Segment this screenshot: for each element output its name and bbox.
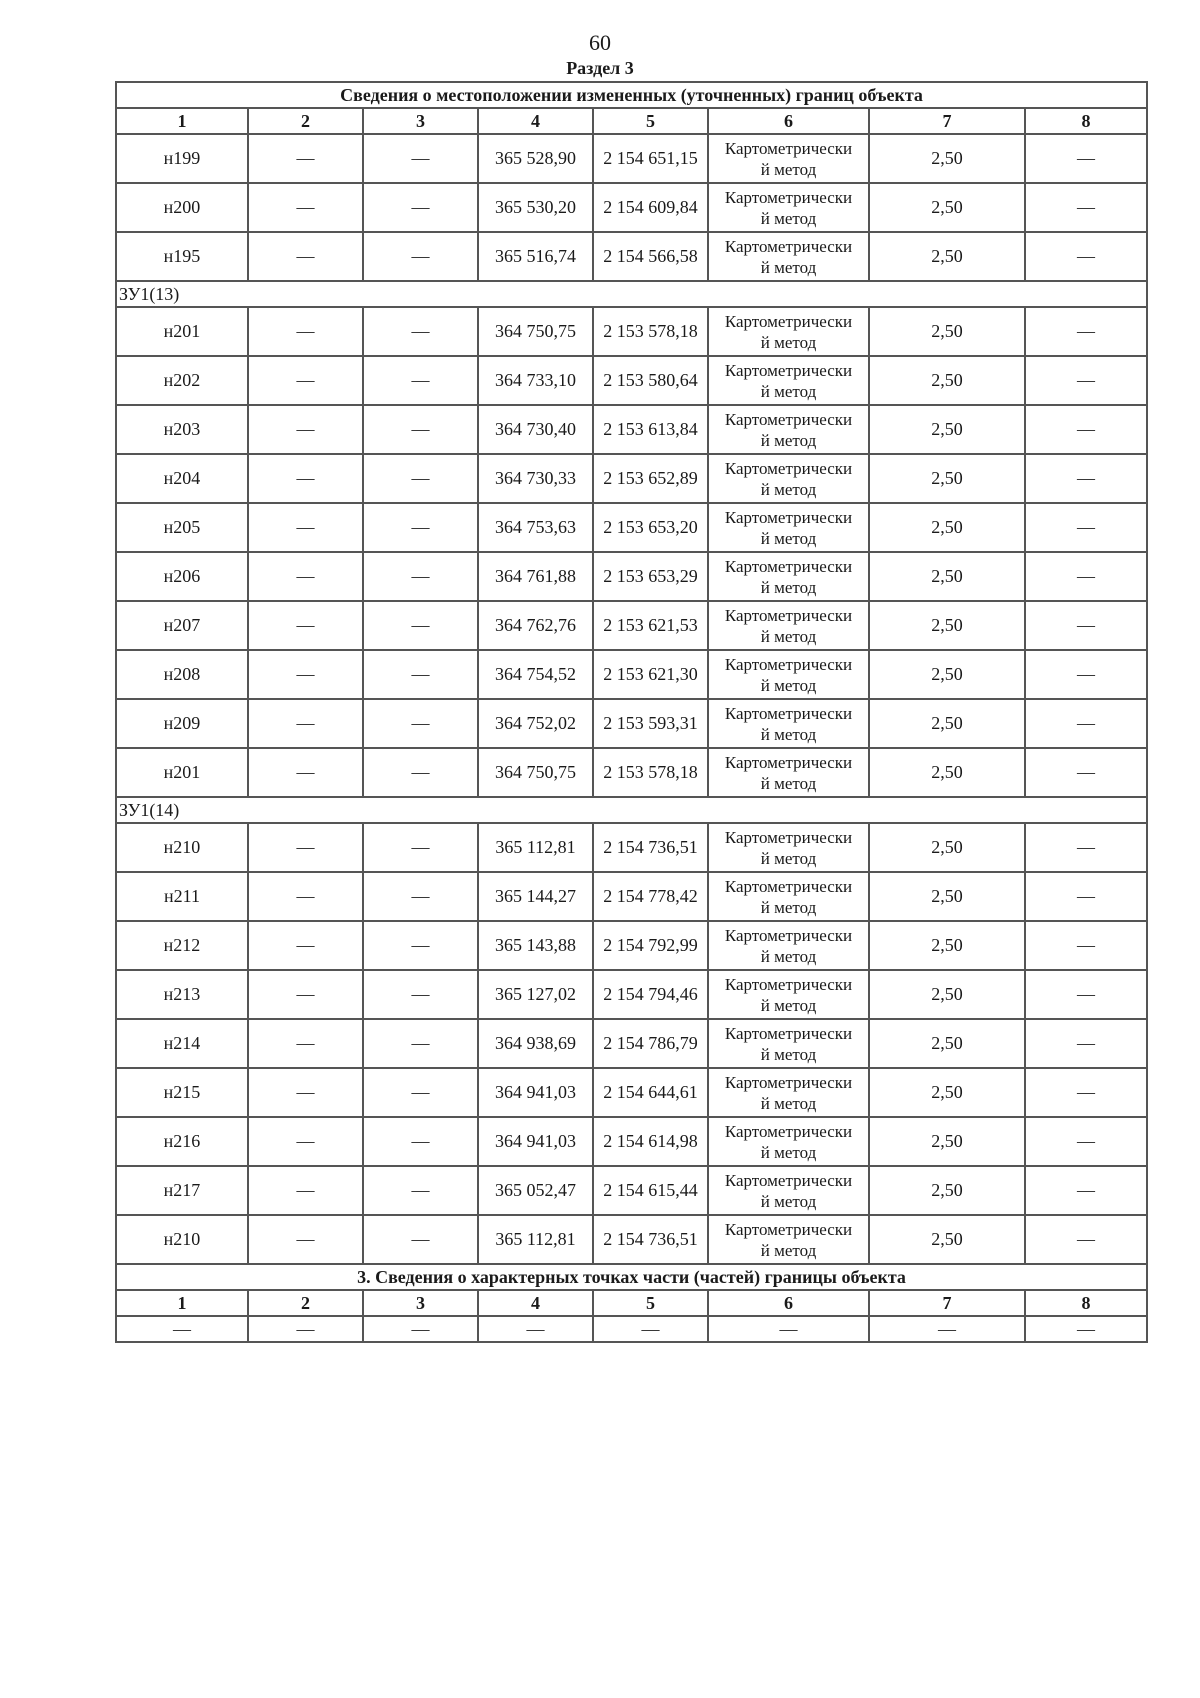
- method-text-line1: Картометрически: [724, 876, 853, 896]
- old-x-cell: —: [248, 1019, 363, 1068]
- new-y-cell: 2 154 566,58: [593, 232, 708, 281]
- method-cell: [708, 872, 869, 921]
- new-y-cell: 2 154 609,84: [593, 183, 708, 232]
- old-y-cell: —: [363, 823, 478, 872]
- method-text-line1: Картометрически: [724, 654, 853, 674]
- method-text-line1: Картометрически: [724, 1121, 853, 1141]
- old-y-cell: —: [363, 1068, 478, 1117]
- old-y-cell: —: [363, 921, 478, 970]
- old-x-cell: —: [248, 183, 363, 232]
- column-number: 1: [116, 108, 248, 134]
- point-name-cell: н214: [116, 1019, 248, 1068]
- method-text-line2: й метод: [760, 159, 817, 179]
- old-y-cell: —: [363, 232, 478, 281]
- new-x-cell: 364 941,03: [478, 1117, 593, 1166]
- method-text-line2: й метод: [760, 626, 817, 646]
- new-x-cell: 364 750,75: [478, 307, 593, 356]
- new-x-cell: 364 762,76: [478, 601, 593, 650]
- accuracy-cell: 2,50: [869, 503, 1025, 552]
- empty-cell: —: [593, 1316, 708, 1342]
- new-y-cell: 2 154 792,99: [593, 921, 708, 970]
- new-x-cell: 364 752,02: [478, 699, 593, 748]
- description-cell: —: [1025, 1019, 1147, 1068]
- new-x-cell: 364 761,88: [478, 552, 593, 601]
- description-cell: —: [1025, 1068, 1147, 1117]
- page-number: 60: [589, 30, 611, 55]
- accuracy-cell: 2,50: [869, 552, 1025, 601]
- old-y-cell: —: [363, 601, 478, 650]
- new-y-cell: 2 154 736,51: [593, 1215, 708, 1264]
- old-x-cell: —: [248, 872, 363, 921]
- old-x-cell: —: [248, 405, 363, 454]
- point-name-cell: н201: [116, 748, 248, 797]
- method-cell: [708, 1117, 869, 1166]
- point-name-cell: н212: [116, 921, 248, 970]
- point-name-cell: н201: [116, 307, 248, 356]
- accuracy-cell: 2,50: [869, 183, 1025, 232]
- description-cell: —: [1025, 1215, 1147, 1264]
- new-y-cell: 2 153 652,89: [593, 454, 708, 503]
- description-cell: —: [1025, 454, 1147, 503]
- accuracy-cell: 2,50: [869, 356, 1025, 405]
- method-cell: [708, 921, 869, 970]
- new-y-cell: 2 153 621,53: [593, 601, 708, 650]
- column-number: 3: [363, 108, 478, 134]
- accuracy-cell: 2,50: [869, 823, 1025, 872]
- new-y-cell: 2 153 578,18: [593, 748, 708, 797]
- new-y-cell: 2 153 593,31: [593, 699, 708, 748]
- method-text-line1: Картометрически: [724, 752, 853, 772]
- boundary-table: [115, 81, 1148, 1343]
- group-label: ЗУ1(14): [116, 797, 1147, 823]
- method-text-line2: й метод: [760, 1240, 817, 1260]
- table-row: [116, 232, 1147, 281]
- table-row: [116, 1117, 1147, 1166]
- description-cell: —: [1025, 134, 1147, 183]
- column-number: 5: [593, 108, 708, 134]
- method-text-line1: Картометрически: [724, 703, 853, 723]
- group-label-row: [116, 797, 1147, 823]
- new-x-cell: 365 127,02: [478, 970, 593, 1019]
- method-text-line2: й метод: [760, 208, 817, 228]
- point-name-cell: н203: [116, 405, 248, 454]
- section2-empty-row: [116, 1316, 1147, 1342]
- method-cell: [708, 650, 869, 699]
- method-cell: [708, 503, 869, 552]
- section2-column-number-row: [116, 1290, 1147, 1316]
- description-cell: —: [1025, 1166, 1147, 1215]
- old-y-cell: —: [363, 650, 478, 699]
- method-text-line2: й метод: [760, 1142, 817, 1162]
- point-name-cell: н215: [116, 1068, 248, 1117]
- method-text-line1: Картометрически: [724, 409, 853, 429]
- section-title: Раздел 3: [566, 58, 634, 78]
- column-number: 4: [478, 1290, 593, 1316]
- table-row: [116, 307, 1147, 356]
- accuracy-cell: 2,50: [869, 454, 1025, 503]
- method-text-line2: й метод: [760, 724, 817, 744]
- point-name-cell: н211: [116, 872, 248, 921]
- new-y-cell: 2 153 580,64: [593, 356, 708, 405]
- table-row: [116, 601, 1147, 650]
- empty-cell: —: [869, 1316, 1025, 1342]
- method-cell: [708, 183, 869, 232]
- table-row: [116, 405, 1147, 454]
- method-text-line1: Картометрически: [724, 605, 853, 625]
- empty-cell: —: [116, 1316, 248, 1342]
- new-y-cell: 2 154 614,98: [593, 1117, 708, 1166]
- table-caption-row: [116, 82, 1147, 108]
- new-y-cell: 2 154 778,42: [593, 872, 708, 921]
- accuracy-cell: 2,50: [869, 650, 1025, 699]
- description-cell: —: [1025, 183, 1147, 232]
- method-cell: [708, 356, 869, 405]
- description-cell: —: [1025, 970, 1147, 1019]
- table-row: [116, 1215, 1147, 1264]
- new-y-cell: 2 153 653,20: [593, 503, 708, 552]
- method-cell: [708, 307, 869, 356]
- method-text-line2: й метод: [760, 995, 817, 1015]
- old-x-cell: —: [248, 307, 363, 356]
- new-x-cell: 365 530,20: [478, 183, 593, 232]
- new-x-cell: 364 941,03: [478, 1068, 593, 1117]
- new-y-cell: 2 153 653,29: [593, 552, 708, 601]
- column-number: 2: [248, 1290, 363, 1316]
- point-name-cell: н207: [116, 601, 248, 650]
- method-cell: [708, 552, 869, 601]
- description-cell: —: [1025, 356, 1147, 405]
- table-row: [116, 552, 1147, 601]
- old-x-cell: —: [248, 921, 363, 970]
- method-text-line1: Картометрически: [724, 925, 853, 945]
- new-x-cell: 365 052,47: [478, 1166, 593, 1215]
- new-x-cell: 364 754,52: [478, 650, 593, 699]
- old-x-cell: —: [248, 1215, 363, 1264]
- method-text-line2: й метод: [760, 1093, 817, 1113]
- section2-caption-row: [116, 1264, 1147, 1290]
- column-number: 6: [708, 108, 869, 134]
- method-text-line1: Картометрически: [724, 311, 853, 331]
- new-x-cell: 364 733,10: [478, 356, 593, 405]
- point-name-cell: н209: [116, 699, 248, 748]
- description-cell: —: [1025, 823, 1147, 872]
- old-x-cell: —: [248, 1166, 363, 1215]
- method-text-line2: й метод: [760, 848, 817, 868]
- table-row: [116, 699, 1147, 748]
- old-y-cell: —: [363, 356, 478, 405]
- method-text-line2: й метод: [760, 773, 817, 793]
- accuracy-cell: 2,50: [869, 1068, 1025, 1117]
- description-cell: —: [1025, 601, 1147, 650]
- description-cell: —: [1025, 405, 1147, 454]
- old-y-cell: —: [363, 699, 478, 748]
- new-y-cell: 2 153 613,84: [593, 405, 708, 454]
- method-cell: [708, 232, 869, 281]
- old-y-cell: —: [363, 1166, 478, 1215]
- method-text-line2: й метод: [760, 897, 817, 917]
- method-cell: [708, 134, 869, 183]
- accuracy-cell: 2,50: [869, 1215, 1025, 1264]
- group-label: ЗУ1(13): [116, 281, 1147, 307]
- table-row: [116, 356, 1147, 405]
- description-cell: —: [1025, 748, 1147, 797]
- old-x-cell: —: [248, 454, 363, 503]
- column-number: 1: [116, 1290, 248, 1316]
- table-row: [116, 823, 1147, 872]
- method-text-line2: й метод: [760, 479, 817, 499]
- accuracy-cell: 2,50: [869, 307, 1025, 356]
- old-y-cell: —: [363, 552, 478, 601]
- accuracy-cell: 2,50: [869, 872, 1025, 921]
- method-cell: [708, 1166, 869, 1215]
- old-y-cell: —: [363, 1215, 478, 1264]
- table-row: [116, 454, 1147, 503]
- method-text-line2: й метод: [760, 332, 817, 352]
- old-y-cell: —: [363, 134, 478, 183]
- old-x-cell: —: [248, 134, 363, 183]
- method-text-line1: Картометрически: [724, 556, 853, 576]
- old-y-cell: —: [363, 454, 478, 503]
- point-name-cell: н210: [116, 1215, 248, 1264]
- method-text-line1: Картометрически: [724, 138, 853, 158]
- new-x-cell: 364 753,63: [478, 503, 593, 552]
- description-cell: —: [1025, 699, 1147, 748]
- point-name-cell: н195: [116, 232, 248, 281]
- method-cell: [708, 1215, 869, 1264]
- point-name-cell: н200: [116, 183, 248, 232]
- method-text-line2: й метод: [760, 1044, 817, 1064]
- accuracy-cell: 2,50: [869, 1117, 1025, 1166]
- description-cell: —: [1025, 552, 1147, 601]
- old-x-cell: —: [248, 699, 363, 748]
- table-row: [116, 970, 1147, 1019]
- table-row: [116, 134, 1147, 183]
- new-x-cell: 365 143,88: [478, 921, 593, 970]
- method-text-line1: Картометрически: [724, 827, 853, 847]
- new-y-cell: 2 154 736,51: [593, 823, 708, 872]
- method-text-line1: Картометрически: [724, 1219, 853, 1239]
- accuracy-cell: 2,50: [869, 921, 1025, 970]
- table-row: [116, 872, 1147, 921]
- empty-cell: —: [478, 1316, 593, 1342]
- group-label-row: [116, 281, 1147, 307]
- new-x-cell: 365 144,27: [478, 872, 593, 921]
- description-cell: —: [1025, 232, 1147, 281]
- empty-cell: —: [1025, 1316, 1147, 1342]
- column-number: 6: [708, 1290, 869, 1316]
- old-x-cell: —: [248, 552, 363, 601]
- method-text-line1: Картометрически: [724, 1023, 853, 1043]
- point-name-cell: н210: [116, 823, 248, 872]
- accuracy-cell: 2,50: [869, 970, 1025, 1019]
- new-x-cell: 365 112,81: [478, 823, 593, 872]
- column-number: 5: [593, 1290, 708, 1316]
- table-row: [116, 1166, 1147, 1215]
- old-x-cell: —: [248, 970, 363, 1019]
- new-y-cell: 2 154 615,44: [593, 1166, 708, 1215]
- method-text-line1: Картометрически: [724, 974, 853, 994]
- old-x-cell: —: [248, 232, 363, 281]
- description-cell: —: [1025, 650, 1147, 699]
- new-x-cell: 365 528,90: [478, 134, 593, 183]
- description-cell: —: [1025, 1117, 1147, 1166]
- description-cell: —: [1025, 503, 1147, 552]
- description-cell: —: [1025, 921, 1147, 970]
- method-text-line1: Картометрически: [724, 1170, 853, 1190]
- method-text-line2: й метод: [760, 381, 817, 401]
- method-text-line2: й метод: [760, 430, 817, 450]
- column-number: 3: [363, 1290, 478, 1316]
- method-text-line1: Картометрически: [724, 507, 853, 527]
- method-cell: [708, 601, 869, 650]
- old-y-cell: —: [363, 405, 478, 454]
- method-cell: [708, 970, 869, 1019]
- old-y-cell: —: [363, 1117, 478, 1166]
- new-x-cell: 364 750,75: [478, 748, 593, 797]
- accuracy-cell: 2,50: [869, 699, 1025, 748]
- method-cell: [708, 405, 869, 454]
- column-number: 8: [1025, 108, 1147, 134]
- column-number: 7: [869, 1290, 1025, 1316]
- description-cell: —: [1025, 872, 1147, 921]
- accuracy-cell: 2,50: [869, 134, 1025, 183]
- accuracy-cell: 2,50: [869, 601, 1025, 650]
- old-x-cell: —: [248, 1068, 363, 1117]
- method-text-line2: й метод: [760, 675, 817, 695]
- method-cell: [708, 748, 869, 797]
- method-text-line2: й метод: [760, 946, 817, 966]
- new-y-cell: 2 154 786,79: [593, 1019, 708, 1068]
- point-name-cell: н213: [116, 970, 248, 1019]
- method-text-line1: Картометрически: [724, 187, 853, 207]
- new-y-cell: 2 154 651,15: [593, 134, 708, 183]
- point-name-cell: н202: [116, 356, 248, 405]
- method-text-line1: Картометрически: [724, 1072, 853, 1092]
- new-y-cell: 2 153 621,30: [593, 650, 708, 699]
- old-y-cell: —: [363, 872, 478, 921]
- table-row: [116, 921, 1147, 970]
- old-y-cell: —: [363, 748, 478, 797]
- new-y-cell: 2 154 794,46: [593, 970, 708, 1019]
- new-x-cell: 364 938,69: [478, 1019, 593, 1068]
- method-cell: [708, 1068, 869, 1117]
- table-row: [116, 1019, 1147, 1068]
- old-x-cell: —: [248, 601, 363, 650]
- method-text-line2: й метод: [760, 528, 817, 548]
- method-text-line2: й метод: [760, 257, 817, 277]
- point-name-cell: н208: [116, 650, 248, 699]
- column-number: 8: [1025, 1290, 1147, 1316]
- old-x-cell: —: [248, 823, 363, 872]
- old-y-cell: —: [363, 1019, 478, 1068]
- point-name-cell: н206: [116, 552, 248, 601]
- point-name-cell: н199: [116, 134, 248, 183]
- accuracy-cell: 2,50: [869, 1019, 1025, 1068]
- table-row: [116, 650, 1147, 699]
- accuracy-cell: 2,50: [869, 748, 1025, 797]
- empty-cell: —: [363, 1316, 478, 1342]
- method-cell: [708, 823, 869, 872]
- method-text-line2: й метод: [760, 1191, 817, 1211]
- old-y-cell: —: [363, 970, 478, 1019]
- new-x-cell: 364 730,33: [478, 454, 593, 503]
- method-cell: [708, 1019, 869, 1068]
- table-row: [116, 748, 1147, 797]
- method-text-line1: Картометрически: [724, 236, 853, 256]
- table-body: [116, 82, 1147, 1342]
- method-text-line1: Картометрически: [724, 458, 853, 478]
- point-name-cell: н216: [116, 1117, 248, 1166]
- old-x-cell: —: [248, 356, 363, 405]
- old-y-cell: —: [363, 307, 478, 356]
- accuracy-cell: 2,50: [869, 1166, 1025, 1215]
- table-caption: Сведения о местоположении измененных (уточненных) границ объекта: [116, 82, 1147, 108]
- accuracy-cell: 2,50: [869, 232, 1025, 281]
- new-y-cell: 2 154 644,61: [593, 1068, 708, 1117]
- new-x-cell: 365 112,81: [478, 1215, 593, 1264]
- old-y-cell: —: [363, 503, 478, 552]
- old-x-cell: —: [248, 1117, 363, 1166]
- empty-cell: —: [708, 1316, 869, 1342]
- method-cell: [708, 699, 869, 748]
- new-x-cell: 365 516,74: [478, 232, 593, 281]
- new-y-cell: 2 153 578,18: [593, 307, 708, 356]
- old-y-cell: —: [363, 183, 478, 232]
- empty-cell: —: [248, 1316, 363, 1342]
- column-number: 4: [478, 108, 593, 134]
- section2-caption: 3. Сведения о характерных точках части (частей) границы объекта: [116, 1264, 1147, 1290]
- table-row: [116, 183, 1147, 232]
- table-row: [116, 1068, 1147, 1117]
- point-name-cell: н217: [116, 1166, 248, 1215]
- table-row: [116, 503, 1147, 552]
- column-number: 7: [869, 108, 1025, 134]
- method-text-line2: й метод: [760, 577, 817, 597]
- accuracy-cell: 2,50: [869, 405, 1025, 454]
- old-x-cell: —: [248, 503, 363, 552]
- point-name-cell: н204: [116, 454, 248, 503]
- method-text-line1: Картометрически: [724, 360, 853, 380]
- old-x-cell: —: [248, 748, 363, 797]
- method-cell: [708, 454, 869, 503]
- description-cell: —: [1025, 307, 1147, 356]
- column-number: 2: [248, 108, 363, 134]
- old-x-cell: —: [248, 650, 363, 699]
- point-name-cell: н205: [116, 503, 248, 552]
- new-x-cell: 364 730,40: [478, 405, 593, 454]
- column-number-row: [116, 108, 1147, 134]
